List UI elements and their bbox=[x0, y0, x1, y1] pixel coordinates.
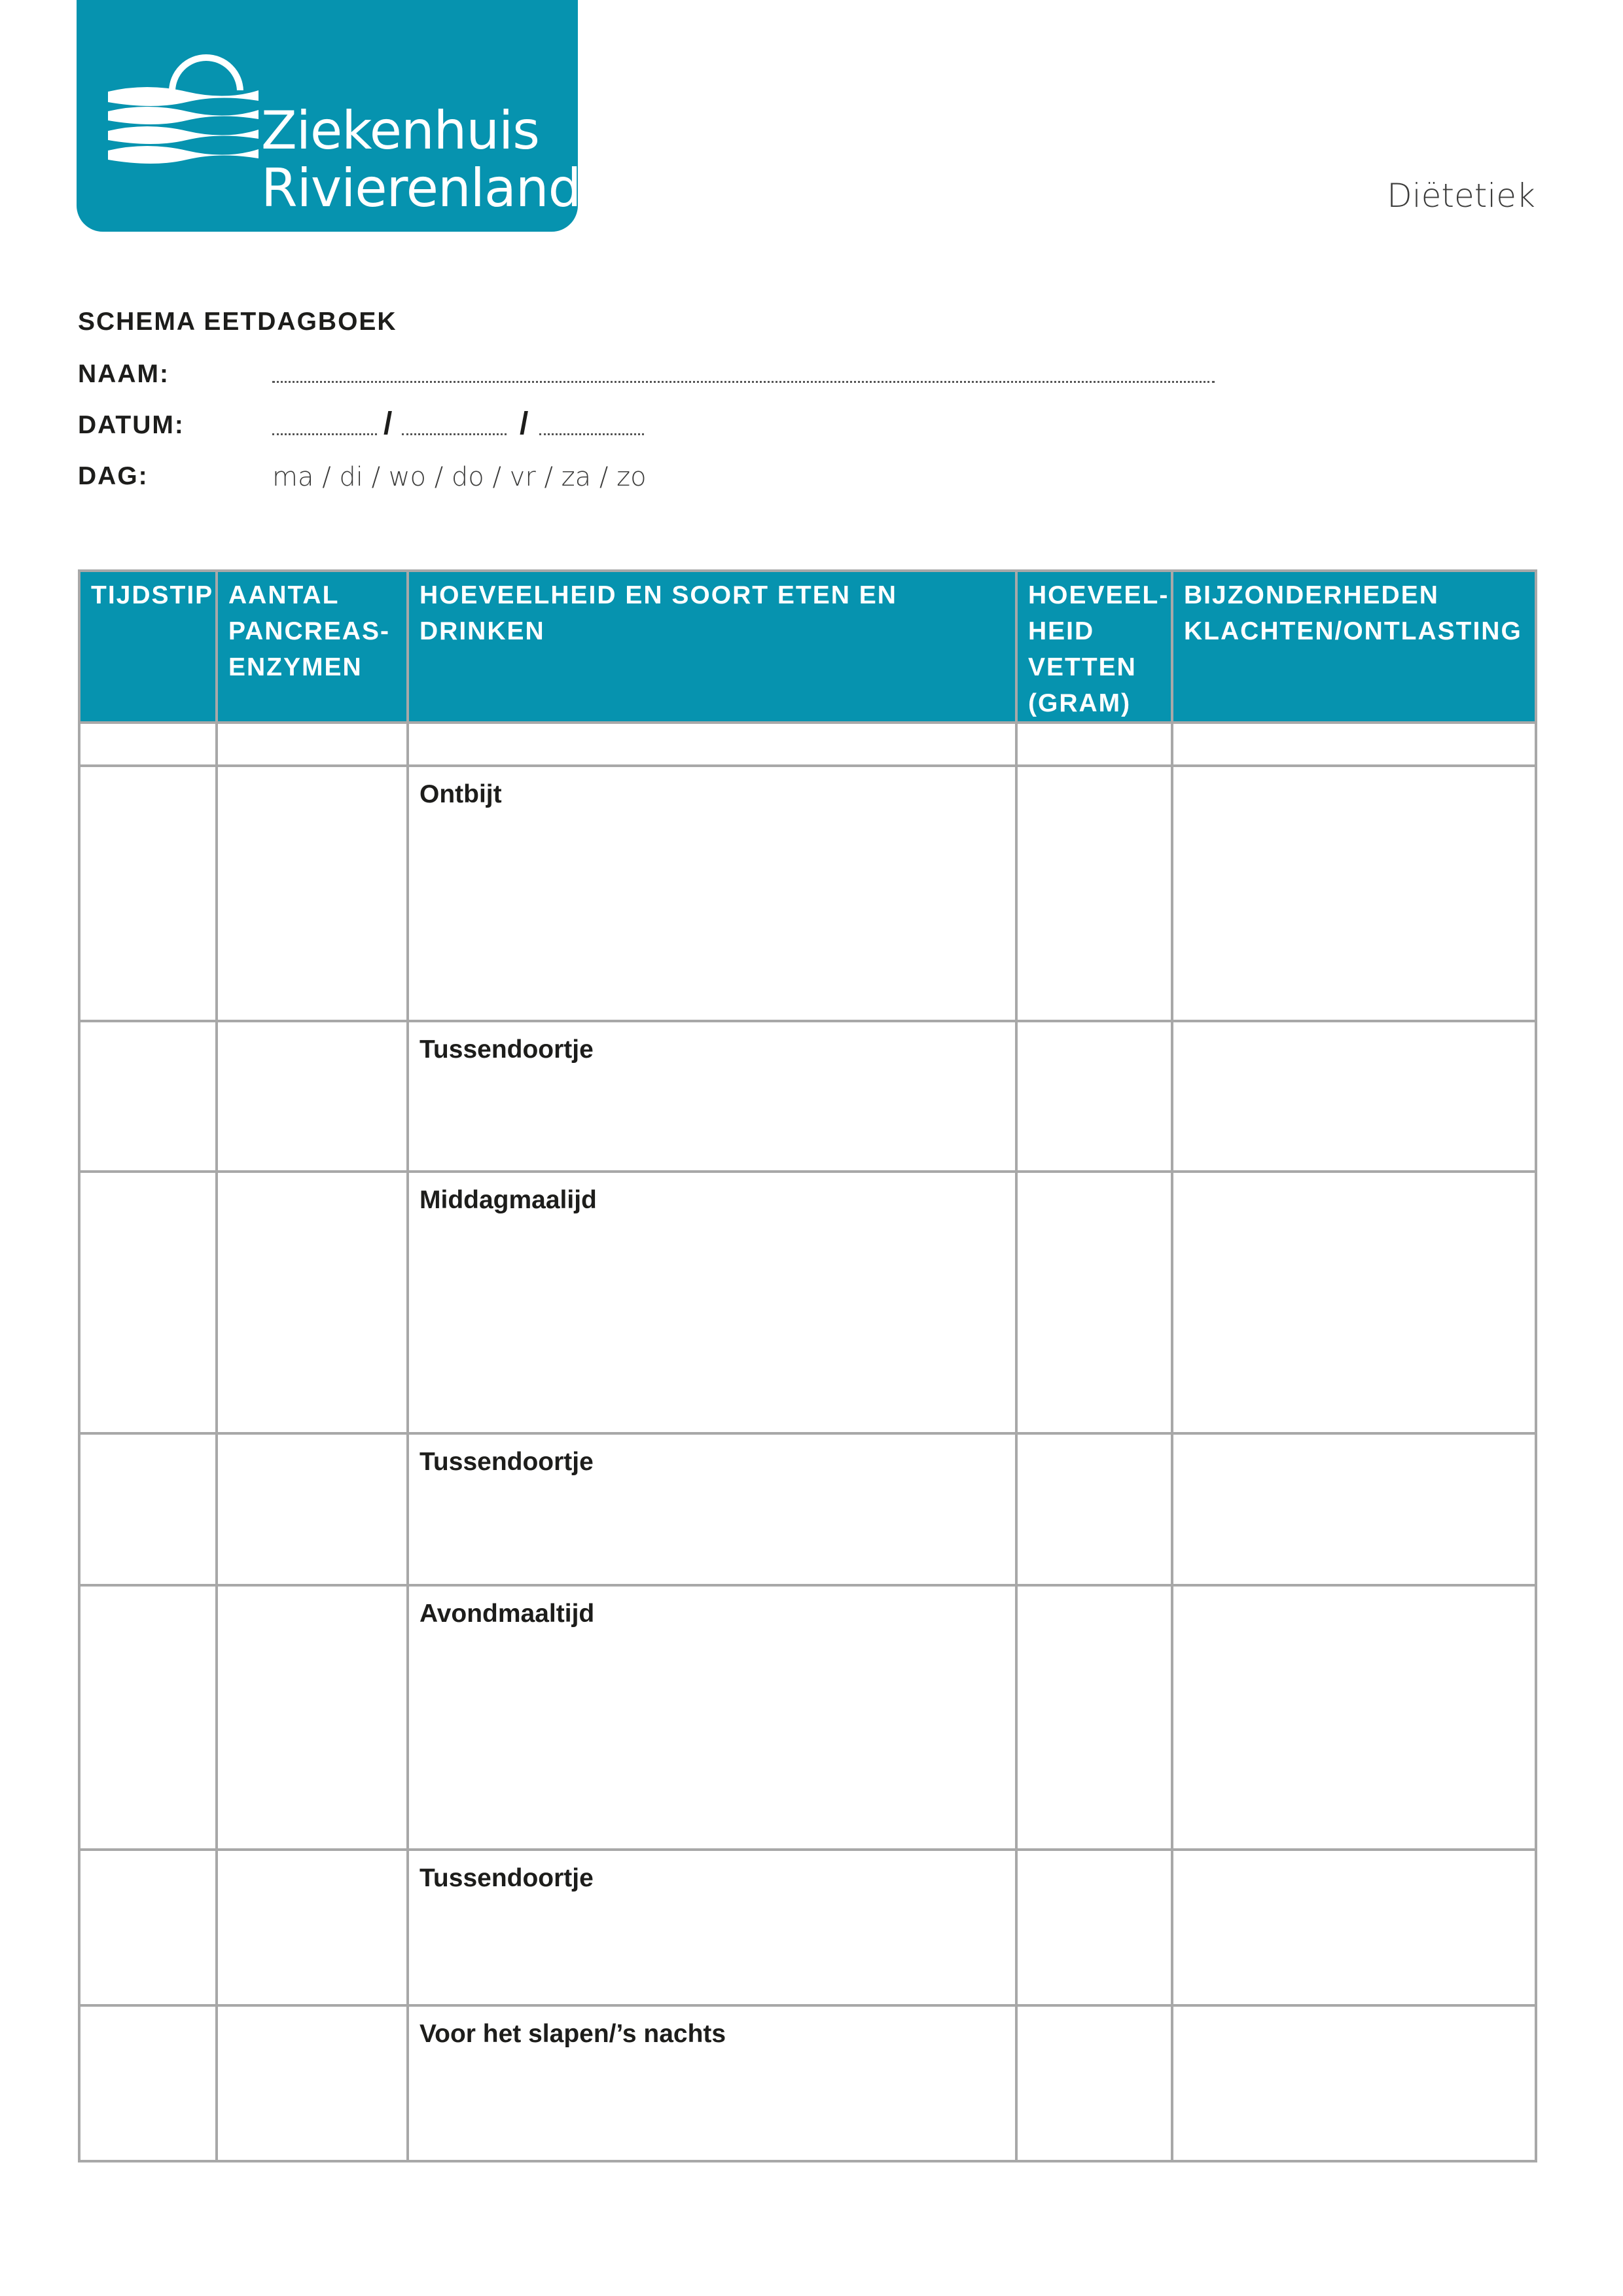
cell-food[interactable] bbox=[408, 1172, 1016, 1433]
cell-time[interactable] bbox=[79, 1850, 217, 2005]
date-label: DATUM: bbox=[78, 411, 185, 439]
cell-remarks[interactable] bbox=[1172, 1585, 1536, 1850]
cell-remarks[interactable] bbox=[1172, 1433, 1536, 1585]
day-options[interactable]: ma / di / wo / do / vr / za / zo bbox=[272, 462, 647, 492]
table-row bbox=[79, 766, 1536, 1021]
name-field[interactable] bbox=[272, 381, 1215, 383]
cell-time[interactable] bbox=[79, 2005, 217, 2161]
cell-food[interactable] bbox=[408, 2005, 1016, 2161]
cell-food[interactable] bbox=[408, 766, 1016, 1021]
cell-enzymes[interactable] bbox=[217, 1850, 408, 2005]
meal-label: Tussendoortje bbox=[419, 1035, 594, 1064]
cell-food[interactable] bbox=[408, 723, 1016, 766]
header-food-drinks: HOEVEELHEID EN SOORT ETEN EN DRINKEN bbox=[408, 571, 1016, 723]
food-diary-table bbox=[78, 569, 1537, 2162]
cell-time[interactable] bbox=[79, 1021, 217, 1172]
cell-remarks[interactable] bbox=[1172, 2005, 1536, 2161]
cell-time[interactable] bbox=[79, 1433, 217, 1585]
cell-time[interactable] bbox=[79, 1585, 217, 1850]
waves-sun-icon bbox=[108, 51, 259, 175]
cell-fat[interactable] bbox=[1016, 723, 1172, 766]
table-row bbox=[79, 1172, 1536, 1433]
form-title: SCHEMA EETDAGBOEK bbox=[78, 308, 397, 336]
logo-line-2: Rivierenland bbox=[261, 158, 581, 219]
cell-fat[interactable] bbox=[1016, 766, 1172, 1021]
cell-food[interactable] bbox=[408, 1585, 1016, 1850]
cell-time[interactable] bbox=[79, 723, 217, 766]
cell-time[interactable] bbox=[79, 1172, 217, 1433]
header-remarks: BIJZONDERHEDEN KLACHTEN/ONTLASTING bbox=[1172, 571, 1536, 723]
cell-enzymes[interactable] bbox=[217, 723, 408, 766]
meal-label: Tussendoortje bbox=[419, 1864, 594, 1892]
table-row bbox=[79, 1433, 1536, 1585]
table-row bbox=[79, 1021, 1536, 1172]
logo-line-1: Ziekenhuis bbox=[261, 100, 539, 161]
cell-enzymes[interactable] bbox=[217, 1021, 408, 1172]
meal-label: Ontbijt bbox=[419, 780, 502, 808]
cell-remarks[interactable] bbox=[1172, 766, 1536, 1021]
name-label: NAAM: bbox=[78, 360, 169, 388]
table-row bbox=[79, 1850, 1536, 2005]
cell-fat[interactable] bbox=[1016, 1850, 1172, 2005]
cell-fat[interactable] bbox=[1016, 1433, 1172, 1585]
cell-fat[interactable] bbox=[1016, 1172, 1172, 1433]
table-row bbox=[79, 1585, 1536, 1850]
cell-enzymes[interactable] bbox=[217, 2005, 408, 2161]
day-label: DAG: bbox=[78, 462, 149, 490]
date-separator-1: / bbox=[383, 406, 393, 441]
cell-remarks[interactable] bbox=[1172, 723, 1536, 766]
cell-fat[interactable] bbox=[1016, 2005, 1172, 2161]
date-month-field[interactable] bbox=[402, 433, 507, 435]
cell-enzymes[interactable] bbox=[217, 766, 408, 1021]
cell-enzymes[interactable] bbox=[217, 1172, 408, 1433]
table-row bbox=[79, 2005, 1536, 2161]
cell-enzymes[interactable] bbox=[217, 1433, 408, 1585]
department-label: Diëtetiek bbox=[1387, 177, 1535, 215]
cell-remarks[interactable] bbox=[1172, 1850, 1536, 2005]
meal-label: Tussendoortje bbox=[419, 1448, 594, 1476]
date-year-field[interactable] bbox=[539, 433, 644, 435]
header-fat-grams: HOEVEEL-HEID VETTEN (GRAM) bbox=[1016, 571, 1172, 723]
cell-food[interactable] bbox=[408, 1021, 1016, 1172]
cell-remarks[interactable] bbox=[1172, 1172, 1536, 1433]
cell-time[interactable] bbox=[79, 766, 217, 1021]
cell-fat[interactable] bbox=[1016, 1021, 1172, 1172]
cell-food[interactable] bbox=[408, 1850, 1016, 2005]
cell-food[interactable] bbox=[408, 1433, 1016, 1585]
date-separator-2: / bbox=[520, 406, 529, 441]
meal-label: Voor het slapen/’s nachts bbox=[419, 2020, 726, 2048]
cell-fat[interactable] bbox=[1016, 1585, 1172, 1850]
header-time: TIJDSTIP bbox=[79, 571, 217, 723]
logo-wordmark bbox=[261, 102, 580, 217]
meal-label: Middagmaalijd bbox=[419, 1186, 597, 1214]
date-day-field[interactable] bbox=[272, 433, 377, 435]
header-enzymes: AANTAL PANCREAS-ENZYMEN bbox=[217, 571, 408, 723]
cell-remarks[interactable] bbox=[1172, 1021, 1536, 1172]
hospital-logo bbox=[77, 0, 581, 232]
table-header-row bbox=[79, 571, 1536, 723]
table-row bbox=[79, 723, 1536, 766]
meal-label: Avondmaaltijd bbox=[419, 1600, 595, 1628]
cell-enzymes[interactable] bbox=[217, 1585, 408, 1850]
